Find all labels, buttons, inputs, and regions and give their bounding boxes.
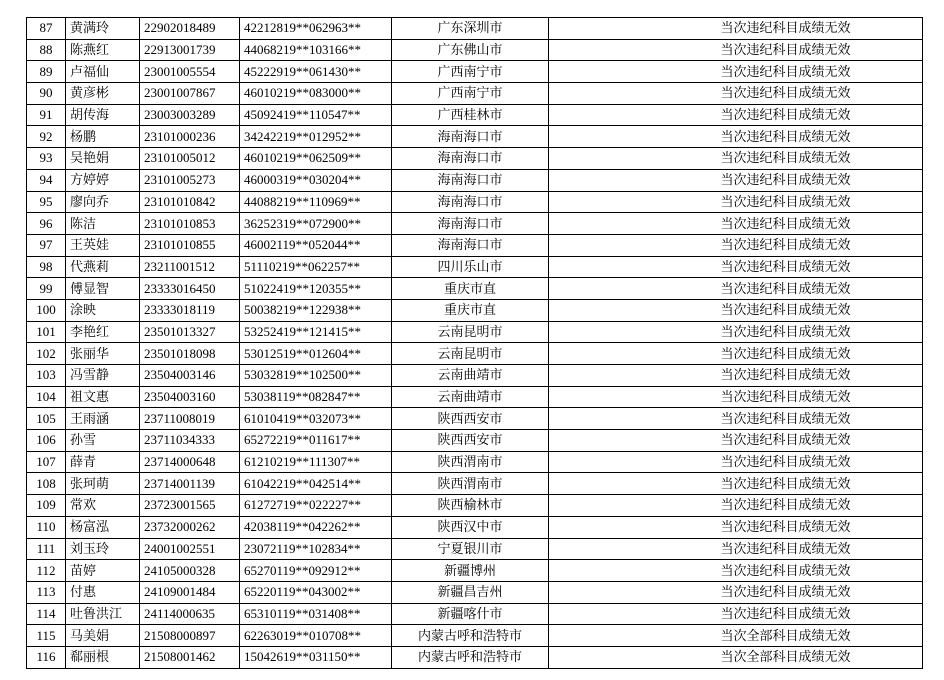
exam-location-cell: 云南曲靖市: [392, 365, 549, 387]
exam-number-cell: 23732000262: [140, 516, 240, 538]
penalty-result-cell: 当次违纪科目成绩无效: [549, 386, 923, 408]
exam-number-cell: 23101005273: [140, 169, 240, 191]
exam-number-cell: 23711008019: [140, 408, 240, 430]
exam-location-cell: 海南海口市: [392, 213, 549, 235]
exam-number-cell: 23501018098: [140, 343, 240, 365]
exam-number-cell: 23504003160: [140, 386, 240, 408]
id-number-cell: 42212819**062963**: [240, 18, 392, 40]
name-cell: 张丽华: [66, 343, 140, 365]
exam-number-cell: 23333016450: [140, 278, 240, 300]
serial-number-cell: 115: [27, 625, 66, 647]
exam-location-cell: 四川乐山市: [392, 256, 549, 278]
exam-location-cell: 云南曲靖市: [392, 386, 549, 408]
name-cell: 陈洁: [66, 213, 140, 235]
serial-number-cell: 88: [27, 39, 66, 61]
table-row: [27, 386, 923, 408]
serial-number-cell: 103: [27, 365, 66, 387]
id-number-cell: 34242219**012952**: [240, 126, 392, 148]
id-number-cell: 62263019**010708**: [240, 625, 392, 647]
name-cell: 方婷婷: [66, 169, 140, 191]
exam-number-cell: 24105000328: [140, 560, 240, 582]
id-number-cell: 44088219**110969**: [240, 191, 392, 213]
exam-location-cell: 新疆昌吉州: [392, 581, 549, 603]
serial-number-cell: 99: [27, 278, 66, 300]
exam-number-cell: 23101010842: [140, 191, 240, 213]
table-row: [27, 538, 923, 560]
exam-location-cell: 新疆喀什市: [392, 603, 549, 625]
table-row: [27, 625, 923, 647]
serial-number-cell: 114: [27, 603, 66, 625]
exam-location-cell: 陕西榆林市: [392, 495, 549, 517]
serial-number-cell: 108: [27, 473, 66, 495]
name-cell: 杨鹏: [66, 126, 140, 148]
table-row: [27, 278, 923, 300]
name-cell: 郗丽根: [66, 646, 140, 668]
serial-number-cell: 91: [27, 104, 66, 126]
serial-number-cell: 112: [27, 560, 66, 582]
table-body: [27, 18, 923, 669]
table-row: [27, 256, 923, 278]
name-cell: 王雨涵: [66, 408, 140, 430]
id-number-cell: 53038119**082847**: [240, 386, 392, 408]
id-number-cell: 65270119**092912**: [240, 560, 392, 582]
table-row: [27, 83, 923, 105]
name-cell: 吐鲁洪江: [66, 603, 140, 625]
penalty-result-cell: 当次违纪科目成绩无效: [549, 126, 923, 148]
serial-number-cell: 94: [27, 169, 66, 191]
serial-number-cell: 97: [27, 234, 66, 256]
id-number-cell: 50038219**122938**: [240, 299, 392, 321]
id-number-cell: 46002119**052044**: [240, 234, 392, 256]
penalty-result-cell: 当次违纪科目成绩无效: [549, 430, 923, 452]
table-row: [27, 365, 923, 387]
id-number-cell: 44068219**103166**: [240, 39, 392, 61]
table-row: [27, 169, 923, 191]
serial-number-cell: 89: [27, 61, 66, 83]
penalty-result-cell: 当次违纪科目成绩无效: [549, 299, 923, 321]
serial-number-cell: 104: [27, 386, 66, 408]
id-number-cell: 61210219**111307**: [240, 451, 392, 473]
name-cell: 傅显智: [66, 278, 140, 300]
penalty-result-cell: 当次违纪科目成绩无效: [549, 169, 923, 191]
exam-location-cell: 陕西渭南市: [392, 473, 549, 495]
penalty-result-cell: 当次违纪科目成绩无效: [549, 191, 923, 213]
serial-number-cell: 106: [27, 430, 66, 452]
exam-location-cell: 云南昆明市: [392, 321, 549, 343]
exam-location-cell: 内蒙古呼和浩特市: [392, 625, 549, 647]
exam-location-cell: 广西桂林市: [392, 104, 549, 126]
exam-number-cell: 23333018119: [140, 299, 240, 321]
exam-number-cell: 23101010855: [140, 234, 240, 256]
table-row: [27, 299, 923, 321]
name-cell: 黄满玲: [66, 18, 140, 40]
table-row: [27, 451, 923, 473]
name-cell: 卢福仙: [66, 61, 140, 83]
serial-number-cell: 111: [27, 538, 66, 560]
penalty-result-cell: 当次违纪科目成绩无效: [549, 83, 923, 105]
table-row: [27, 495, 923, 517]
exam-number-cell: 23711034333: [140, 430, 240, 452]
serial-number-cell: 109: [27, 495, 66, 517]
id-number-cell: 61010419**032073**: [240, 408, 392, 430]
name-cell: 代燕莉: [66, 256, 140, 278]
exam-location-cell: 陕西西安市: [392, 408, 549, 430]
name-cell: 杨富泓: [66, 516, 140, 538]
exam-number-cell: 24114000635: [140, 603, 240, 625]
serial-number-cell: 92: [27, 126, 66, 148]
exam-location-cell: 新疆博州: [392, 560, 549, 582]
exam-location-cell: 云南昆明市: [392, 343, 549, 365]
exam-location-cell: 内蒙古呼和浩特市: [392, 646, 549, 668]
exam-location-cell: 海南海口市: [392, 191, 549, 213]
id-number-cell: 51110219**062257**: [240, 256, 392, 278]
id-number-cell: 23072119**102834**: [240, 538, 392, 560]
penalty-result-cell: 当次违纪科目成绩无效: [549, 538, 923, 560]
exam-location-cell: 海南海口市: [392, 126, 549, 148]
name-cell: 付惠: [66, 581, 140, 603]
exam-location-cell: 广东深圳市: [392, 18, 549, 40]
penalty-result-cell: 当次违纪科目成绩无效: [549, 321, 923, 343]
penalty-result-cell: 当次违纪科目成绩无效: [549, 365, 923, 387]
id-number-cell: 65310119**031408**: [240, 603, 392, 625]
table-row: [27, 18, 923, 40]
name-cell: 李艳红: [66, 321, 140, 343]
id-number-cell: 53012519**012604**: [240, 343, 392, 365]
penalty-result-cell: 当次违纪科目成绩无效: [549, 603, 923, 625]
serial-number-cell: 105: [27, 408, 66, 430]
exam-number-cell: 21508000897: [140, 625, 240, 647]
exam-location-cell: 陕西西安市: [392, 430, 549, 452]
table-row: [27, 61, 923, 83]
exam-number-cell: 24109001484: [140, 581, 240, 603]
id-number-cell: 46010219**062509**: [240, 148, 392, 170]
table-row: [27, 321, 923, 343]
serial-number-cell: 87: [27, 18, 66, 40]
name-cell: 刘玉玲: [66, 538, 140, 560]
penalty-result-cell: 当次违纪科目成绩无效: [549, 61, 923, 83]
table-row: [27, 581, 923, 603]
exam-number-cell: 23211001512: [140, 256, 240, 278]
name-cell: 陈燕红: [66, 39, 140, 61]
name-cell: 祖文惠: [66, 386, 140, 408]
penalty-result-cell: 当次违纪科目成绩无效: [549, 234, 923, 256]
exam-number-cell: 23101000236: [140, 126, 240, 148]
name-cell: 孙雪: [66, 430, 140, 452]
penalty-result-cell: 当次全部科目成绩无效: [549, 646, 923, 668]
penalty-result-cell: 当次违纪科目成绩无效: [549, 213, 923, 235]
exam-location-cell: 广西南宁市: [392, 61, 549, 83]
exam-location-cell: 广西南宁市: [392, 83, 549, 105]
penalty-list-table: [26, 17, 923, 669]
table-row: [27, 191, 923, 213]
exam-location-cell: 海南海口市: [392, 148, 549, 170]
serial-number-cell: 93: [27, 148, 66, 170]
table-row: [27, 560, 923, 582]
id-number-cell: 65272219**011617**: [240, 430, 392, 452]
exam-number-cell: 23101010853: [140, 213, 240, 235]
exam-number-cell: 23001007867: [140, 83, 240, 105]
name-cell: 胡传海: [66, 104, 140, 126]
table-row: [27, 603, 923, 625]
table-row: [27, 104, 923, 126]
table-row: [27, 126, 923, 148]
table-row: [27, 408, 923, 430]
penalty-result-cell: 当次违纪科目成绩无效: [549, 278, 923, 300]
penalty-result-cell: 当次违纪科目成绩无效: [549, 408, 923, 430]
exam-location-cell: 陕西汉中市: [392, 516, 549, 538]
serial-number-cell: 102: [27, 343, 66, 365]
exam-number-cell: 23501013327: [140, 321, 240, 343]
serial-number-cell: 90: [27, 83, 66, 105]
exam-location-cell: 重庆市直: [392, 278, 549, 300]
penalty-result-cell: 当次全部科目成绩无效: [549, 625, 923, 647]
id-number-cell: 42038119**042262**: [240, 516, 392, 538]
exam-number-cell: 23003003289: [140, 104, 240, 126]
name-cell: 冯雪静: [66, 365, 140, 387]
table-row: [27, 473, 923, 495]
penalty-result-cell: 当次违纪科目成绩无效: [549, 148, 923, 170]
table-row: [27, 39, 923, 61]
serial-number-cell: 116: [27, 646, 66, 668]
penalty-result-cell: 当次违纪科目成绩无效: [549, 516, 923, 538]
table-row: [27, 148, 923, 170]
exam-location-cell: 海南海口市: [392, 234, 549, 256]
name-cell: 吴艳娟: [66, 148, 140, 170]
serial-number-cell: 113: [27, 581, 66, 603]
exam-number-cell: 23723001565: [140, 495, 240, 517]
table-row: [27, 516, 923, 538]
penalty-result-cell: 当次违纪科目成绩无效: [549, 18, 923, 40]
name-cell: 黄彦彬: [66, 83, 140, 105]
name-cell: 常欢: [66, 495, 140, 517]
penalty-result-cell: 当次违纪科目成绩无效: [549, 473, 923, 495]
id-number-cell: 61272719**022227**: [240, 495, 392, 517]
name-cell: 王英娃: [66, 234, 140, 256]
exam-location-cell: 海南海口市: [392, 169, 549, 191]
exam-number-cell: 23001005554: [140, 61, 240, 83]
exam-number-cell: 22913001739: [140, 39, 240, 61]
name-cell: 涂映: [66, 299, 140, 321]
penalty-result-cell: 当次违纪科目成绩无效: [549, 104, 923, 126]
serial-number-cell: 95: [27, 191, 66, 213]
table-row: [27, 646, 923, 668]
exam-location-cell: 广东佛山市: [392, 39, 549, 61]
penalty-result-cell: 当次违纪科目成绩无效: [549, 581, 923, 603]
name-cell: 薛青: [66, 451, 140, 473]
serial-number-cell: 98: [27, 256, 66, 278]
serial-number-cell: 110: [27, 516, 66, 538]
exam-location-cell: 重庆市直: [392, 299, 549, 321]
name-cell: 马美娟: [66, 625, 140, 647]
exam-number-cell: 24001002551: [140, 538, 240, 560]
exam-number-cell: 23504003146: [140, 365, 240, 387]
penalty-result-cell: 当次违纪科目成绩无效: [549, 560, 923, 582]
id-number-cell: 61042219**042514**: [240, 473, 392, 495]
id-number-cell: 51022419**120355**: [240, 278, 392, 300]
table-row: [27, 343, 923, 365]
serial-number-cell: 101: [27, 321, 66, 343]
name-cell: 苗婷: [66, 560, 140, 582]
penalty-result-cell: 当次违纪科目成绩无效: [549, 495, 923, 517]
id-number-cell: 45222919**061430**: [240, 61, 392, 83]
name-cell: 廖向乔: [66, 191, 140, 213]
exam-number-cell: 21508001462: [140, 646, 240, 668]
exam-number-cell: 23101005012: [140, 148, 240, 170]
serial-number-cell: 96: [27, 213, 66, 235]
exam-number-cell: 22902018489: [140, 18, 240, 40]
exam-location-cell: 宁夏银川市: [392, 538, 549, 560]
id-number-cell: 46010219**083000**: [240, 83, 392, 105]
penalty-result-cell: 当次违纪科目成绩无效: [549, 39, 923, 61]
table-row: [27, 430, 923, 452]
id-number-cell: 36252319**072900**: [240, 213, 392, 235]
serial-number-cell: 100: [27, 299, 66, 321]
penalty-result-cell: 当次违纪科目成绩无效: [549, 451, 923, 473]
table-row: [27, 213, 923, 235]
penalty-result-cell: 当次违纪科目成绩无效: [549, 343, 923, 365]
penalty-result-cell: 当次违纪科目成绩无效: [549, 256, 923, 278]
id-number-cell: 53032819**102500**: [240, 365, 392, 387]
id-number-cell: 45092419**110547**: [240, 104, 392, 126]
exam-location-cell: 陕西渭南市: [392, 451, 549, 473]
id-number-cell: 46000319**030204**: [240, 169, 392, 191]
id-number-cell: 65220119**043002**: [240, 581, 392, 603]
name-cell: 张珂萌: [66, 473, 140, 495]
id-number-cell: 15042619**031150**: [240, 646, 392, 668]
table-row: [27, 234, 923, 256]
serial-number-cell: 107: [27, 451, 66, 473]
exam-number-cell: 23714001139: [140, 473, 240, 495]
exam-number-cell: 23714000648: [140, 451, 240, 473]
id-number-cell: 53252419**121415**: [240, 321, 392, 343]
